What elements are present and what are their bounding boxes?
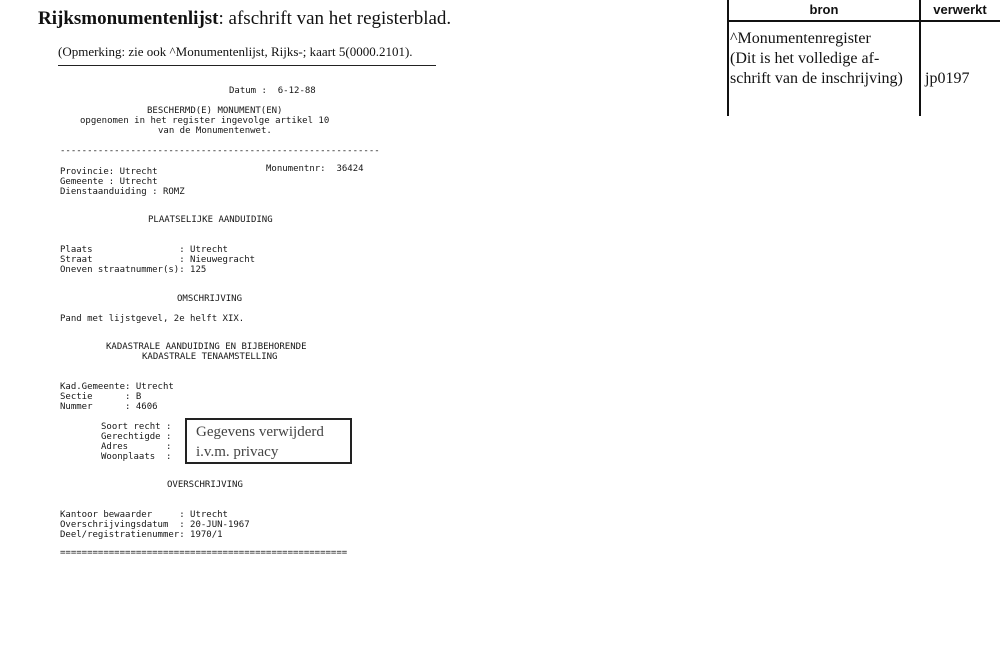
kantoor-line: Kantoor bewaarder : Utrecht — [60, 510, 228, 520]
kadastrale-heading-2: KADASTRALE TENAAMSTELLING — [142, 352, 278, 362]
table-border-left — [727, 0, 729, 116]
source-table — [727, 0, 1000, 116]
soort-recht-line: Soort recht : — [101, 422, 172, 432]
privacy-notice-box — [185, 418, 352, 464]
omschrijving-text: Pand met lijstgevel, 2e helft XIX. — [60, 314, 245, 324]
plaats-line: Plaats : Utrecht — [60, 245, 228, 255]
overschrijvingsdatum-line: Overschrijvingsdatum : 20-JUN-1967 — [60, 520, 250, 530]
register-heading-1: BESCHERMD(E) MONUMENT(EN) — [147, 106, 283, 116]
kad-gemeente-line: Kad.Gemeente: Utrecht — [60, 382, 174, 392]
equals-separator: ===================================================== — [60, 548, 348, 558]
bron-cell — [730, 29, 903, 89]
adres-line: Adres : — [101, 442, 172, 452]
verwerkt-cell: jp0197 — [925, 70, 970, 87]
overschrijving-heading: OVERSCHRIJVING — [167, 480, 243, 490]
dashed-separator: ----------------------------------------------------------- — [60, 146, 380, 156]
register-heading-2: opgenomen in het register ingevolge artikel 10 — [80, 116, 330, 126]
bron-line-1: ^Monumentenregister — [730, 30, 871, 47]
woonplaats-line: Woonplaats : — [101, 452, 172, 462]
register-date: Datum : 6-12-88 — [229, 86, 316, 96]
straat-line: Straat : Nieuwegracht — [60, 255, 256, 265]
plaatselijke-heading: PLAATSELIJKE AANDUIDING — [148, 215, 273, 225]
column-header-verwerkt: verwerkt — [933, 2, 987, 17]
kadastrale-heading-1: KADASTRALE AANDUIDING EN BIJBEHORENDE — [106, 342, 307, 352]
omschrijving-heading: OMSCHRIJVING — [177, 294, 243, 304]
page-title-bold: Rijksmonumentenlijst — [38, 8, 219, 29]
deel-line: Deel/registratienummer: 1970/1 — [60, 530, 223, 540]
privacy-notice-line-1: Gegevens verwijderd — [196, 424, 324, 440]
remark-note: (Opmerking: zie ook ^Monumentenlijst, Rijks-; kaart 5(0000.2101). — [58, 44, 436, 66]
gemeente-line: Gemeente : Utrecht — [60, 177, 158, 187]
table-column-divider — [919, 0, 921, 116]
oneven-line: Oneven straatnummer(s): 125 — [60, 265, 207, 275]
bron-line-3: schrift van de inschrijving) — [730, 70, 903, 87]
column-header-bron: bron — [809, 2, 839, 17]
sectie-line: Sectie : B — [60, 392, 142, 402]
privacy-notice-line-2: i.v.m. privacy — [196, 444, 279, 460]
nummer-line: Nummer : 4606 — [60, 402, 158, 412]
monumentnr-line: Monumentnr: 36424 — [266, 164, 364, 174]
provincie-line: Provincie: Utrecht — [60, 167, 158, 177]
dienstaanduiding-line: Dienstaanduiding : ROMZ — [60, 187, 185, 197]
table-header-divider — [727, 20, 1000, 22]
gerechtigde-line: Gerechtigde : — [101, 432, 172, 442]
page-title-rest: : afschrift van het registerblad. — [218, 8, 452, 29]
bron-line-2: (Dit is het volledige af- — [730, 50, 880, 67]
page-title — [38, 8, 451, 30]
register-heading-3: van de Monumentenwet. — [158, 126, 272, 136]
